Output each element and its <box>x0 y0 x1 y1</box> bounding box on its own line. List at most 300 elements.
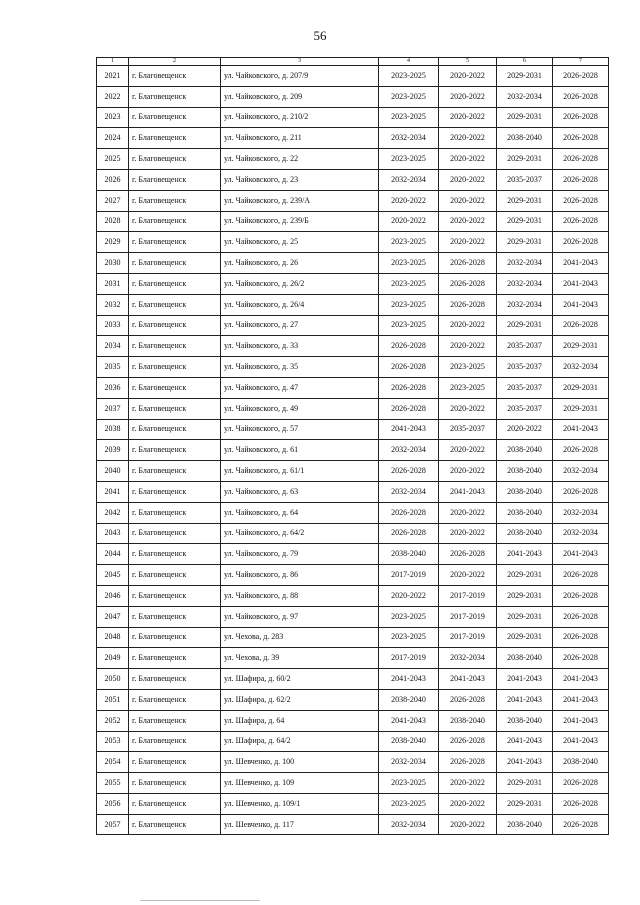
address-cell: ул. Чайковского, д. 239/Б <box>221 211 379 232</box>
address-cell: ул. Чайковского, д. 88 <box>221 585 379 606</box>
column-header: 6 <box>497 58 553 66</box>
period-cell: 2023-2025 <box>379 232 439 253</box>
table-row <box>97 606 609 627</box>
period-cell: 2041-2043 <box>379 669 439 690</box>
row-number: 2040 <box>97 461 129 482</box>
period-cell: 2026-2028 <box>379 502 439 523</box>
period-cell: 2038-2040 <box>553 752 609 773</box>
period-cell: 2020-2022 <box>439 149 497 170</box>
period-cell: 2020-2022 <box>439 793 497 814</box>
city-cell: г. Благовещенск <box>129 253 221 274</box>
period-cell: 2026-2028 <box>553 793 609 814</box>
table-row <box>97 377 609 398</box>
period-cell: 2023-2025 <box>379 773 439 794</box>
period-cell: 2023-2025 <box>379 66 439 87</box>
period-cell: 2035-2037 <box>497 398 553 419</box>
row-number: 2050 <box>97 669 129 690</box>
address-cell: ул. Чайковского, д. 79 <box>221 544 379 565</box>
period-cell: 2023-2025 <box>379 294 439 315</box>
page-number: 56 <box>313 28 327 43</box>
address-cell: ул. Шевченко, д. 100 <box>221 752 379 773</box>
period-cell: 2038-2040 <box>497 710 553 731</box>
city-cell: г. Благовещенск <box>129 773 221 794</box>
period-cell: 2038-2040 <box>497 814 553 835</box>
period-cell: 2023-2025 <box>379 273 439 294</box>
table-row <box>97 585 609 606</box>
period-cell: 2041-2043 <box>553 273 609 294</box>
period-cell: 2023-2025 <box>379 627 439 648</box>
period-cell: 2029-2031 <box>553 377 609 398</box>
table-row <box>97 752 609 773</box>
table-body <box>97 66 609 835</box>
period-cell: 2035-2037 <box>497 377 553 398</box>
period-cell: 2041-2043 <box>497 689 553 710</box>
period-cell: 2038-2040 <box>497 440 553 461</box>
table-row <box>97 336 609 357</box>
period-cell: 2038-2040 <box>497 502 553 523</box>
period-cell: 2041-2043 <box>497 544 553 565</box>
table-row <box>97 814 609 835</box>
row-number: 2031 <box>97 273 129 294</box>
city-cell: г. Благовещенск <box>129 315 221 336</box>
column-header: 4 <box>379 58 439 66</box>
address-cell: ул. Чайковского, д. 26 <box>221 253 379 274</box>
period-cell: 2017-2019 <box>379 565 439 586</box>
address-cell: ул. Чайковского, д. 61 <box>221 440 379 461</box>
address-cell: ул. Чайковского, д. 33 <box>221 336 379 357</box>
row-number: 2048 <box>97 627 129 648</box>
period-cell: 2038-2040 <box>497 461 553 482</box>
period-cell: 2026-2028 <box>553 190 609 211</box>
period-cell: 2026-2028 <box>553 440 609 461</box>
period-cell: 2032-2034 <box>379 169 439 190</box>
address-cell: ул. Чайковского, д. 27 <box>221 315 379 336</box>
period-cell: 2026-2028 <box>553 627 609 648</box>
period-cell: 2038-2040 <box>439 710 497 731</box>
period-cell: 2029-2031 <box>497 107 553 128</box>
table-row <box>97 502 609 523</box>
period-cell: 2041-2043 <box>439 481 497 502</box>
table-row <box>97 419 609 440</box>
row-number: 2026 <box>97 169 129 190</box>
period-cell: 2032-2034 <box>497 294 553 315</box>
period-cell: 2038-2040 <box>497 128 553 149</box>
row-number: 2057 <box>97 814 129 835</box>
table-row <box>97 357 609 378</box>
period-cell: 2035-2037 <box>497 336 553 357</box>
row-number: 2047 <box>97 606 129 627</box>
period-cell: 2032-2034 <box>497 253 553 274</box>
period-cell: 2026-2028 <box>553 606 609 627</box>
row-number: 2041 <box>97 481 129 502</box>
city-cell: г. Благовещенск <box>129 169 221 190</box>
period-cell: 2029-2031 <box>497 66 553 87</box>
address-cell: ул. Чайковского, д. 25 <box>221 232 379 253</box>
table-row <box>97 565 609 586</box>
row-number: 2052 <box>97 710 129 731</box>
city-cell: г. Благовещенск <box>129 377 221 398</box>
table-row <box>97 481 609 502</box>
city-cell: г. Благовещенск <box>129 273 221 294</box>
row-number: 2055 <box>97 773 129 794</box>
address-cell: ул. Чайковского, д. 210/2 <box>221 107 379 128</box>
table-row <box>97 294 609 315</box>
city-cell: г. Благовещенск <box>129 461 221 482</box>
period-cell: 2032-2034 <box>379 481 439 502</box>
period-cell: 2041-2043 <box>497 731 553 752</box>
address-cell: ул. Чайковского, д. 86 <box>221 565 379 586</box>
city-cell: г. Благовещенск <box>129 544 221 565</box>
period-cell: 2026-2028 <box>553 169 609 190</box>
period-cell: 2020-2022 <box>439 523 497 544</box>
period-cell: 2029-2031 <box>553 398 609 419</box>
period-cell: 2026-2028 <box>553 648 609 669</box>
row-number: 2021 <box>97 66 129 87</box>
period-cell: 2020-2022 <box>439 107 497 128</box>
period-cell: 2020-2022 <box>439 461 497 482</box>
period-cell: 2026-2028 <box>379 461 439 482</box>
city-cell: г. Благовещенск <box>129 565 221 586</box>
table-row <box>97 773 609 794</box>
column-header: 2 <box>129 58 221 66</box>
city-cell: г. Благовещенск <box>129 689 221 710</box>
row-number: 2046 <box>97 585 129 606</box>
period-cell: 2020-2022 <box>439 773 497 794</box>
period-cell: 2026-2028 <box>379 377 439 398</box>
city-cell: г. Благовещенск <box>129 481 221 502</box>
period-cell: 2038-2040 <box>379 731 439 752</box>
row-number: 2038 <box>97 419 129 440</box>
city-cell: г. Благовещенск <box>129 669 221 690</box>
period-cell: 2035-2037 <box>497 169 553 190</box>
address-cell: ул. Чайковского, д. 64/2 <box>221 523 379 544</box>
row-number: 2044 <box>97 544 129 565</box>
city-cell: г. Благовещенск <box>129 336 221 357</box>
period-cell: 2017-2019 <box>439 627 497 648</box>
period-cell: 2041-2043 <box>379 710 439 731</box>
period-cell: 2035-2037 <box>497 357 553 378</box>
table-row <box>97 440 609 461</box>
address-cell: ул. Чайковского, д. 63 <box>221 481 379 502</box>
period-cell: 2026-2028 <box>553 315 609 336</box>
period-cell: 2029-2031 <box>497 585 553 606</box>
period-cell: 2026-2028 <box>379 398 439 419</box>
address-cell: ул. Чехова, д. 39 <box>221 648 379 669</box>
table-row <box>97 669 609 690</box>
row-number: 2051 <box>97 689 129 710</box>
period-cell: 2020-2022 <box>439 565 497 586</box>
period-cell: 2020-2022 <box>439 86 497 107</box>
address-cell: ул. Чайковского, д. 209 <box>221 86 379 107</box>
period-cell: 2017-2019 <box>379 648 439 669</box>
period-cell: 2029-2031 <box>553 336 609 357</box>
period-cell: 2026-2028 <box>439 294 497 315</box>
column-header: 7 <box>553 58 609 66</box>
row-number: 2023 <box>97 107 129 128</box>
period-cell: 2020-2022 <box>439 398 497 419</box>
table-row <box>97 211 609 232</box>
period-cell: 2026-2028 <box>553 585 609 606</box>
period-cell: 2026-2028 <box>553 481 609 502</box>
row-number: 2029 <box>97 232 129 253</box>
period-cell: 2026-2028 <box>439 752 497 773</box>
city-cell: г. Благовещенск <box>129 648 221 669</box>
period-cell: 2023-2025 <box>379 315 439 336</box>
city-cell: г. Благовещенск <box>129 606 221 627</box>
period-cell: 2038-2040 <box>379 689 439 710</box>
row-number: 2045 <box>97 565 129 586</box>
table-row <box>97 128 609 149</box>
period-cell: 2026-2028 <box>439 689 497 710</box>
row-number: 2027 <box>97 190 129 211</box>
period-cell: 2029-2031 <box>497 149 553 170</box>
period-cell: 2032-2034 <box>379 440 439 461</box>
address-cell: ул. Чайковского, д. 57 <box>221 419 379 440</box>
address-cell: ул. Чайковского, д. 47 <box>221 377 379 398</box>
period-cell: 2020-2022 <box>439 502 497 523</box>
row-number: 2032 <box>97 294 129 315</box>
period-cell: 2020-2022 <box>439 336 497 357</box>
period-cell: 2032-2034 <box>553 461 609 482</box>
period-cell: 2020-2022 <box>379 211 439 232</box>
period-cell: 2023-2025 <box>379 107 439 128</box>
row-number: 2036 <box>97 377 129 398</box>
period-cell: 2041-2043 <box>553 544 609 565</box>
column-header: 3 <box>221 58 379 66</box>
table-row <box>97 315 609 336</box>
period-cell: 2020-2022 <box>439 211 497 232</box>
address-cell: ул. Шафира, д. 64/2 <box>221 731 379 752</box>
period-cell: 2041-2043 <box>553 294 609 315</box>
column-header: 1 <box>97 58 129 66</box>
period-cell: 2029-2031 <box>497 315 553 336</box>
period-cell: 2032-2034 <box>497 273 553 294</box>
period-cell: 2026-2028 <box>379 523 439 544</box>
city-cell: г. Благовещенск <box>129 752 221 773</box>
period-cell: 2041-2043 <box>553 419 609 440</box>
period-cell: 2026-2028 <box>553 232 609 253</box>
period-cell: 2038-2040 <box>497 523 553 544</box>
period-cell: 2029-2031 <box>497 627 553 648</box>
schedule-table <box>96 57 609 835</box>
period-cell: 2023-2025 <box>439 377 497 398</box>
period-cell: 2041-2043 <box>553 669 609 690</box>
row-number: 2056 <box>97 793 129 814</box>
city-cell: г. Благовещенск <box>129 627 221 648</box>
table-row <box>97 232 609 253</box>
period-cell: 2029-2031 <box>497 190 553 211</box>
period-cell: 2038-2040 <box>379 544 439 565</box>
table-row <box>97 461 609 482</box>
address-cell: ул. Чехова, д. 283 <box>221 627 379 648</box>
city-cell: г. Благовещенск <box>129 149 221 170</box>
city-cell: г. Благовещенск <box>129 710 221 731</box>
table-row <box>97 544 609 565</box>
table-row <box>97 710 609 731</box>
address-cell: ул. Шафира, д. 60/2 <box>221 669 379 690</box>
period-cell: 2026-2028 <box>439 273 497 294</box>
table-row <box>97 273 609 294</box>
period-cell: 2017-2019 <box>439 585 497 606</box>
table-row <box>97 66 609 87</box>
address-cell: ул. Шафира, д. 62/2 <box>221 689 379 710</box>
period-cell: 2020-2022 <box>439 440 497 461</box>
city-cell: г. Благовещенск <box>129 814 221 835</box>
address-cell: ул. Чайковского, д. 26/4 <box>221 294 379 315</box>
row-number: 2049 <box>97 648 129 669</box>
period-cell: 2032-2034 <box>553 502 609 523</box>
period-cell: 2026-2028 <box>439 544 497 565</box>
period-cell: 2029-2031 <box>497 773 553 794</box>
period-cell: 2023-2025 <box>439 357 497 378</box>
address-cell: ул. Чайковского, д. 49 <box>221 398 379 419</box>
table-row <box>97 627 609 648</box>
period-cell: 2026-2028 <box>553 107 609 128</box>
period-cell: 2017-2019 <box>439 606 497 627</box>
period-cell: 2032-2034 <box>379 752 439 773</box>
column-header: 5 <box>439 58 497 66</box>
period-cell: 2026-2028 <box>553 86 609 107</box>
row-number: 2039 <box>97 440 129 461</box>
city-cell: г. Благовещенск <box>129 128 221 149</box>
footer-divider <box>140 900 260 901</box>
row-number: 2025 <box>97 149 129 170</box>
period-cell: 2026-2028 <box>553 66 609 87</box>
city-cell: г. Благовещенск <box>129 793 221 814</box>
period-cell: 2026-2028 <box>553 565 609 586</box>
period-cell: 2029-2031 <box>497 211 553 232</box>
period-cell: 2032-2034 <box>497 86 553 107</box>
city-cell: г. Благовещенск <box>129 66 221 87</box>
row-number: 2053 <box>97 731 129 752</box>
period-cell: 2026-2028 <box>379 336 439 357</box>
table-row <box>97 731 609 752</box>
period-cell: 2041-2043 <box>553 253 609 274</box>
period-cell: 2020-2022 <box>439 66 497 87</box>
table-row <box>97 190 609 211</box>
period-cell: 2020-2022 <box>439 232 497 253</box>
address-cell: ул. Чайковского, д. 26/2 <box>221 273 379 294</box>
period-cell: 2026-2028 <box>553 814 609 835</box>
city-cell: г. Благовещенск <box>129 232 221 253</box>
row-number: 2022 <box>97 86 129 107</box>
table-row <box>97 793 609 814</box>
city-cell: г. Благовещенск <box>129 398 221 419</box>
period-cell: 2023-2025 <box>379 253 439 274</box>
row-number: 2037 <box>97 398 129 419</box>
table-header <box>97 58 609 66</box>
period-cell: 2029-2031 <box>497 565 553 586</box>
city-cell: г. Благовещенск <box>129 190 221 211</box>
row-number: 2054 <box>97 752 129 773</box>
period-cell: 2041-2043 <box>439 669 497 690</box>
city-cell: г. Благовещенск <box>129 211 221 232</box>
city-cell: г. Благовещенск <box>129 86 221 107</box>
period-cell: 2041-2043 <box>553 731 609 752</box>
period-cell: 2038-2040 <box>497 481 553 502</box>
address-cell: ул. Чайковского, д. 61/1 <box>221 461 379 482</box>
table-row <box>97 648 609 669</box>
period-cell: 2032-2034 <box>379 814 439 835</box>
city-cell: г. Благовещенск <box>129 107 221 128</box>
period-cell: 2041-2043 <box>553 689 609 710</box>
address-cell: ул. Шевченко, д. 117 <box>221 814 379 835</box>
city-cell: г. Благовещенск <box>129 419 221 440</box>
address-cell: ул. Чайковского, д. 35 <box>221 357 379 378</box>
period-cell: 2020-2022 <box>379 190 439 211</box>
city-cell: г. Благовещенск <box>129 731 221 752</box>
address-cell: ул. Чайковского, д. 22 <box>221 149 379 170</box>
table-row <box>97 398 609 419</box>
table-row <box>97 169 609 190</box>
period-cell: 2020-2022 <box>439 128 497 149</box>
table-row <box>97 107 609 128</box>
period-cell: 2041-2043 <box>497 669 553 690</box>
period-cell: 2041-2043 <box>497 752 553 773</box>
period-cell: 2020-2022 <box>439 169 497 190</box>
city-cell: г. Благовещенск <box>129 502 221 523</box>
period-cell: 2023-2025 <box>379 606 439 627</box>
period-cell: 2026-2028 <box>553 128 609 149</box>
period-cell: 2023-2025 <box>379 149 439 170</box>
period-cell: 2029-2031 <box>497 232 553 253</box>
period-cell: 2026-2028 <box>439 731 497 752</box>
period-cell: 2026-2028 <box>379 357 439 378</box>
city-cell: г. Благовещенск <box>129 440 221 461</box>
row-number: 2042 <box>97 502 129 523</box>
period-cell: 2041-2043 <box>379 419 439 440</box>
period-cell: 2023-2025 <box>379 793 439 814</box>
period-cell: 2029-2031 <box>497 793 553 814</box>
address-cell: ул. Чайковского, д. 211 <box>221 128 379 149</box>
row-number: 2043 <box>97 523 129 544</box>
period-cell: 2020-2022 <box>439 315 497 336</box>
header-row <box>97 58 609 66</box>
city-cell: г. Благовещенск <box>129 523 221 544</box>
address-cell: ул. Шевченко, д. 109/1 <box>221 793 379 814</box>
table-row <box>97 689 609 710</box>
table-row <box>97 523 609 544</box>
period-cell: 2020-2022 <box>379 585 439 606</box>
table-row <box>97 253 609 274</box>
city-cell: г. Благовещенск <box>129 294 221 315</box>
row-number: 2030 <box>97 253 129 274</box>
address-cell: ул. Чайковского, д. 97 <box>221 606 379 627</box>
row-number: 2035 <box>97 357 129 378</box>
period-cell: 2023-2025 <box>379 86 439 107</box>
address-cell: ул. Чайковского, д. 64 <box>221 502 379 523</box>
address-cell: ул. Чайковского, д. 207/9 <box>221 66 379 87</box>
period-cell: 2020-2022 <box>439 190 497 211</box>
period-cell: 2032-2034 <box>439 648 497 669</box>
address-cell: ул. Шафира, д. 64 <box>221 710 379 731</box>
row-number: 2028 <box>97 211 129 232</box>
period-cell: 2035-2037 <box>439 419 497 440</box>
address-cell: ул. Чайковского, д. 239/А <box>221 190 379 211</box>
period-cell: 2032-2034 <box>553 523 609 544</box>
period-cell: 2026-2028 <box>553 211 609 232</box>
address-cell: ул. Шевченко, д. 109 <box>221 773 379 794</box>
period-cell: 2032-2034 <box>553 357 609 378</box>
city-cell: г. Благовещенск <box>129 357 221 378</box>
row-number: 2024 <box>97 128 129 149</box>
period-cell: 2029-2031 <box>497 606 553 627</box>
period-cell: 2038-2040 <box>497 648 553 669</box>
period-cell: 2026-2028 <box>553 773 609 794</box>
period-cell: 2041-2043 <box>553 710 609 731</box>
row-number: 2034 <box>97 336 129 357</box>
period-cell: 2032-2034 <box>379 128 439 149</box>
